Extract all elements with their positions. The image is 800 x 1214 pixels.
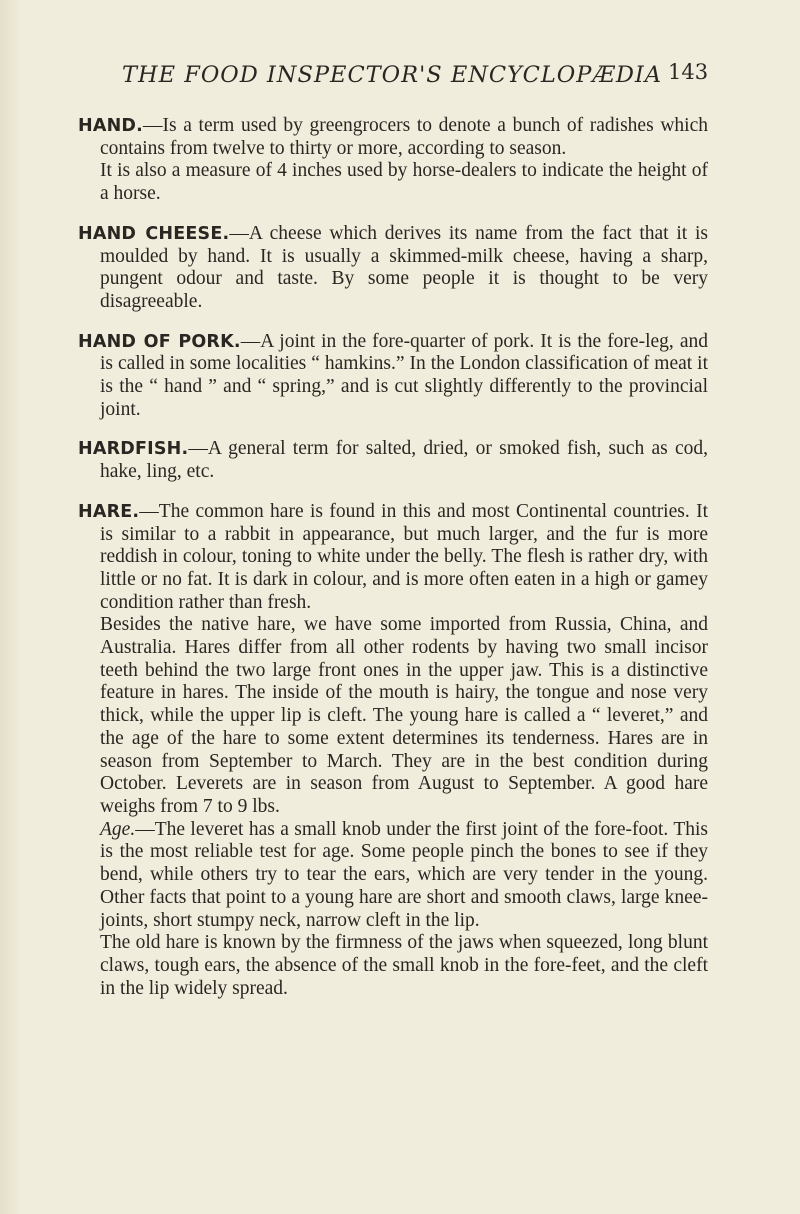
entry-text: —A joint in the fore-quarter of pork. It is the fore-leg, and is called in some localities “ hamkins.” In the London classification of meat it is the “ hand ” and “ spring,” and is cut slightly differently to the provincial joint. (100, 330, 708, 420)
entry-paragraph: The old hare is known by the firmness of the jaws when squeezed, long blunt claws, tough ears, the absence of the small knob in the fore-feet, and the cleft in the lip widely spread. (100, 932, 708, 999)
headword: HAND OF PORK. (78, 331, 241, 352)
entry-paragraph (78, 115, 708, 160)
headword: HARDFISH. (78, 439, 189, 460)
page-header (0, 58, 800, 98)
entry-text: —The leveret has a small knob under the first joint of the fore-foot. This is the most reliable test for age. Some people pinch the bones to see if they bend, while others try to tear the ears, which are very tender in the young. Other facts that point to a young hare are short and smooth claws, large knee-joints, short stumpy neck, narrow cleft in the lip. (100, 818, 708, 931)
page-number: 143 (668, 60, 709, 84)
headword: HAND CHEESE. (78, 223, 230, 244)
entry-hand (78, 115, 708, 206)
entry-text: —A general term for salted, dried, or smoked fish, such as cod, hake, ling, etc. (100, 438, 708, 483)
entry-paragraph: Besides the native hare, we have some imported from Russia, China, and Australia. Hares differ from all other rodents by having two small incisor teeth behind the two large front ones in the upper jaw. This is a distinctive feature in hares. The inside of the mouth is hairy, the tongue and nose very thick, while the upper lip is cleft. The young hare is called a “ leveret,” and the age of the hare to some extent determines its tenderness. Hares are in season from September to March. They are in the best condition during October. Leverets are in season from August to September. A good hare weighs from 7 to 9 lbs. (100, 614, 708, 817)
entry-paragraph (78, 819, 708, 933)
entry-paragraph: It is also a measure of 4 inches used by horse-dealers to indicate the height of a horse. (100, 160, 708, 205)
entry-hand-cheese (78, 223, 708, 314)
headword: HARE. (78, 501, 140, 522)
entry-text: —Is a term used by greengrocers to denote a bunch of radishes which contains from twelve to thirty or more, according to season. (100, 115, 708, 159)
headword: HAND. (78, 116, 144, 136)
entry-hardfish (78, 438, 708, 483)
page-edge-shadow (0, 0, 22, 1214)
entry-paragraph (78, 223, 708, 314)
entry-paragraph (78, 331, 708, 422)
running-title: THE FOOD INSPECTOR'S ENCYCLOPÆDIA (122, 62, 663, 88)
age-subheading: Age. (100, 818, 136, 840)
entry-paragraph (78, 438, 708, 483)
entry-paragraph (78, 501, 708, 615)
entry-text: —The common hare is found in this and most Continental countries. It is similar to a rabbit in appearance, but much larger, and the fur is more reddish in colour, toning to white under the belly. The flesh is rather dry, with little or no fat. It is dark in colour, and is more often eaten in a high or gamey condition rather than fresh. (100, 500, 708, 613)
entry-hand-of-pork (78, 331, 708, 422)
entry-text: —A cheese which derives its name from the fact that it is moulded by hand. It is usually a skimmed-milk cheese, having a sharp, pungent odour and taste. By some people it is thought to be very disagreeable. (100, 222, 708, 312)
entry-hare (78, 501, 708, 1000)
page-body (78, 115, 708, 1017)
